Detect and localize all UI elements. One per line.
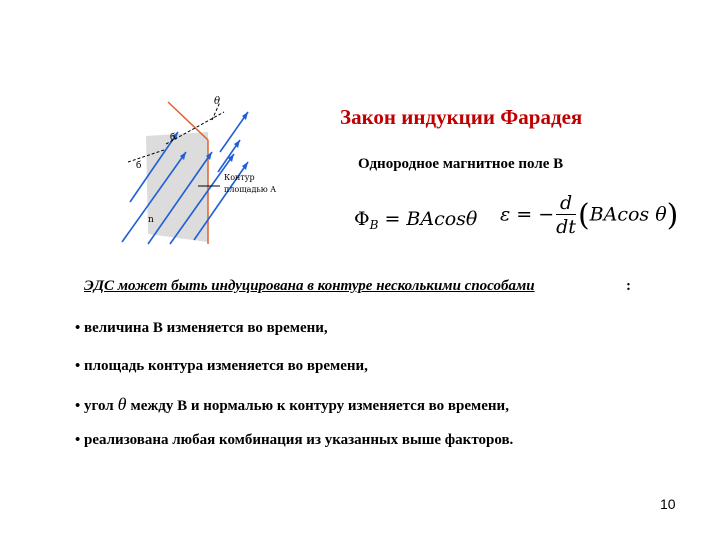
emf-formula: [500, 192, 678, 239]
intro-text: ЭДС может быть индуцирована в контуре несколькими способами: [84, 278, 535, 294]
flux-rhs: = BAcosθ: [378, 208, 478, 230]
page-number: 10: [660, 496, 676, 512]
bullet-item-3: [75, 394, 509, 415]
bullet-3-after: между B и нормалью к контуру изменяется во времени,: [130, 398, 509, 414]
flux-symbol: Φ: [354, 208, 370, 230]
flux-formula: [354, 208, 477, 232]
slide-title: Закон индукции Фарадея: [340, 105, 583, 129]
intro-colon: :: [626, 278, 631, 294]
slide-subtitle: Однородное магнитное поле B: [358, 156, 564, 172]
derivative-fraction: [556, 192, 576, 239]
b-label-left: б: [136, 161, 142, 171]
n-label: n: [148, 215, 154, 225]
emf-lhs: ε = −: [500, 203, 555, 226]
flux-subscript: B: [369, 218, 379, 232]
derivative-den: dt: [556, 216, 576, 238]
paren-close: ): [666, 198, 679, 233]
emf-body: BAcos θ: [589, 203, 667, 226]
contour-label-1: Контур: [224, 173, 255, 182]
faraday-diagram: [108, 92, 308, 252]
bullet-item-4: • реализована любая комбинация из указанных выше факторов.: [75, 432, 514, 448]
bullet-item-2: • площадь контура изменяется во времени,: [75, 358, 368, 374]
bullet-3-before: • угол: [75, 398, 114, 414]
derivative-num: d: [556, 192, 576, 215]
b-label-top: б: [170, 133, 176, 143]
contour-label-2: площадью A: [224, 185, 277, 194]
bullet-item-1: • величина B изменяется во времени,: [75, 320, 328, 336]
theta-symbol: θ: [117, 394, 127, 414]
theta-label: θ: [214, 96, 221, 107]
contour-plate: [146, 132, 208, 242]
paren-open: (: [577, 198, 590, 233]
